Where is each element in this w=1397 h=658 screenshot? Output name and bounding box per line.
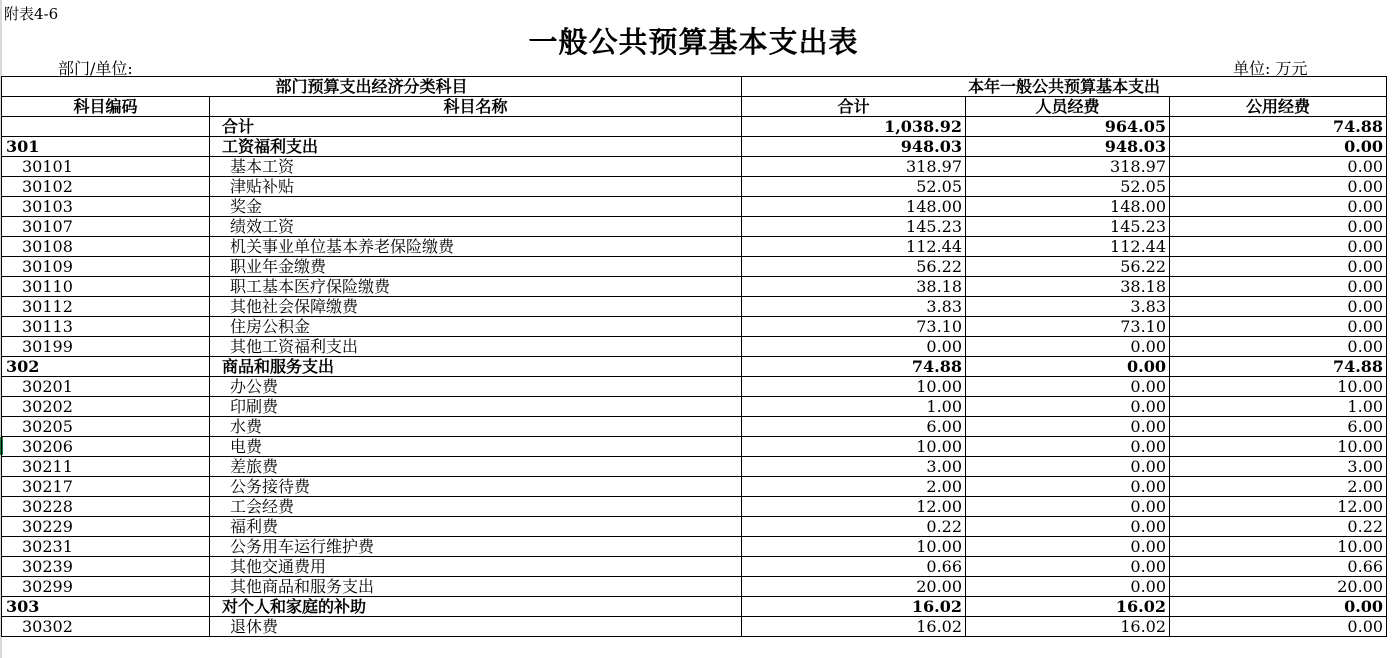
name-cell[interactable]: 奖金: [210, 197, 742, 217]
table-row[interactable]: [2, 377, 1387, 397]
table-row[interactable]: [2, 197, 1387, 217]
header-name: 科目名称: [210, 97, 742, 117]
personnel-cell[interactable]: 0.00: [966, 577, 1170, 597]
code-cell[interactable]: 30201: [2, 377, 210, 397]
public-cell[interactable]: 0.00: [1170, 597, 1387, 617]
table-row[interactable]: [2, 177, 1387, 197]
total-cell[interactable]: 948.03: [742, 137, 966, 157]
code-cell[interactable]: 30108: [2, 237, 210, 257]
personnel-cell[interactable]: 0.00: [966, 357, 1170, 377]
name-cell[interactable]: 电费: [210, 437, 742, 457]
code-cell[interactable]: 30199: [2, 337, 210, 357]
table-row[interactable]: [2, 457, 1387, 477]
name-cell[interactable]: 办公费: [210, 377, 742, 397]
public-cell[interactable]: 0.00: [1170, 177, 1387, 197]
public-cell[interactable]: 0.00: [1170, 157, 1387, 177]
table-row[interactable]: [2, 217, 1387, 237]
table-row[interactable]: [2, 517, 1387, 537]
table-row[interactable]: [2, 537, 1387, 557]
personnel-cell[interactable]: 56.22: [966, 257, 1170, 277]
personnel-cell[interactable]: 0.00: [966, 437, 1170, 457]
public-cell[interactable]: 10.00: [1170, 437, 1387, 457]
code-cell[interactable]: 30109: [2, 257, 210, 277]
total-cell[interactable]: 3.00: [742, 457, 966, 477]
name-cell[interactable]: 津贴补贴: [210, 177, 742, 197]
public-cell[interactable]: 74.88: [1170, 357, 1387, 377]
code-cell[interactable]: 30113: [2, 317, 210, 337]
total-cell[interactable]: 52.05: [742, 177, 966, 197]
total-cell[interactable]: 20.00: [742, 577, 966, 597]
name-cell[interactable]: 绩效工资: [210, 217, 742, 237]
personnel-cell[interactable]: 0.00: [966, 537, 1170, 557]
total-cell[interactable]: 0.22: [742, 517, 966, 537]
public-cell[interactable]: 0.22: [1170, 517, 1387, 537]
name-cell[interactable]: 对个人和家庭的补助: [210, 597, 742, 617]
code-cell[interactable]: 303: [2, 597, 210, 617]
public-cell[interactable]: 0.00: [1170, 337, 1387, 357]
name-cell[interactable]: 其他交通费用: [210, 557, 742, 577]
name-cell[interactable]: 公务用车运行维护费: [210, 537, 742, 557]
total-cell[interactable]: 0.00: [742, 337, 966, 357]
table-row[interactable]: [2, 257, 1387, 277]
public-cell[interactable]: 1.00: [1170, 397, 1387, 417]
code-cell[interactable]: 30205: [2, 417, 210, 437]
name-cell[interactable]: 工会经费: [210, 497, 742, 517]
public-cell[interactable]: 0.00: [1170, 317, 1387, 337]
code-cell[interactable]: 30107: [2, 217, 210, 237]
total-cell[interactable]: 56.22: [742, 257, 966, 277]
total-cell[interactable]: 145.23: [742, 217, 966, 237]
total-public-cell[interactable]: 74.88: [1170, 117, 1387, 137]
table-row[interactable]: [2, 497, 1387, 517]
total-name-cell[interactable]: 合计: [210, 117, 742, 137]
name-cell[interactable]: 公务接待费: [210, 477, 742, 497]
unit-label: 单位: 万元: [1233, 59, 1308, 78]
total-cell[interactable]: 2.00: [742, 477, 966, 497]
name-cell[interactable]: 福利费: [210, 517, 742, 537]
code-cell[interactable]: 30217: [2, 477, 210, 497]
total-cell[interactable]: 10.00: [742, 537, 966, 557]
table-row[interactable]: [2, 237, 1387, 257]
code-cell[interactable]: 30103: [2, 197, 210, 217]
personnel-cell[interactable]: 148.00: [966, 197, 1170, 217]
name-cell[interactable]: 水费: [210, 417, 742, 437]
total-cell[interactable]: 0.66: [742, 557, 966, 577]
code-cell[interactable]: 30110: [2, 277, 210, 297]
code-cell[interactable]: 30299: [2, 577, 210, 597]
total-personnel-cell[interactable]: 964.05: [966, 117, 1170, 137]
code-cell[interactable]: 30231: [2, 537, 210, 557]
public-cell[interactable]: 0.00: [1170, 617, 1387, 637]
public-cell[interactable]: 10.00: [1170, 377, 1387, 397]
public-cell[interactable]: 0.00: [1170, 197, 1387, 217]
public-cell[interactable]: 10.00: [1170, 537, 1387, 557]
public-cell[interactable]: 20.00: [1170, 577, 1387, 597]
public-cell[interactable]: 0.00: [1170, 277, 1387, 297]
public-cell[interactable]: 0.00: [1170, 217, 1387, 237]
code-cell[interactable]: 301: [2, 137, 210, 157]
public-cell[interactable]: 0.66: [1170, 557, 1387, 577]
total-cell[interactable]: 318.97: [742, 157, 966, 177]
code-cell[interactable]: 30112: [2, 297, 210, 317]
total-cell[interactable]: 3.83: [742, 297, 966, 317]
table-row[interactable]: [2, 317, 1387, 337]
personnel-cell[interactable]: 0.00: [966, 397, 1170, 417]
code-cell[interactable]: 30239: [2, 557, 210, 577]
name-cell[interactable]: 其他社会保障缴费: [210, 297, 742, 317]
header-row-1: [2, 77, 1387, 97]
table-row[interactable]: [2, 157, 1387, 177]
total-cell[interactable]: 73.10: [742, 317, 966, 337]
name-cell[interactable]: 商品和服务支出: [210, 357, 742, 377]
code-cell[interactable]: 30229: [2, 517, 210, 537]
header-personnel: 人员经费: [966, 97, 1170, 117]
personnel-cell[interactable]: 0.00: [966, 337, 1170, 357]
total-code-cell[interactable]: [2, 117, 210, 137]
personnel-cell[interactable]: 0.00: [966, 457, 1170, 477]
name-cell[interactable]: 其他商品和服务支出: [210, 577, 742, 597]
total-cell[interactable]: 74.88: [742, 357, 966, 377]
department-label: 部门/单位:: [58, 59, 133, 78]
total-total-cell[interactable]: 1,038.92: [742, 117, 966, 137]
public-cell[interactable]: 2.00: [1170, 477, 1387, 497]
table-row[interactable]: [2, 597, 1387, 617]
header-current-year: 本年一般公共预算基本支出: [742, 77, 1387, 97]
total-cell[interactable]: 38.18: [742, 277, 966, 297]
total-cell[interactable]: 148.00: [742, 197, 966, 217]
personnel-cell[interactable]: 38.18: [966, 277, 1170, 297]
header-classification: 部门预算支出经济分类科目: [2, 77, 742, 97]
name-cell[interactable]: 印刷费: [210, 397, 742, 417]
table-row[interactable]: [2, 357, 1387, 377]
code-cell[interactable]: 30302: [2, 617, 210, 637]
total-cell[interactable]: 6.00: [742, 417, 966, 437]
name-cell[interactable]: 基本工资: [210, 157, 742, 177]
name-cell[interactable]: 工资福利支出: [210, 137, 742, 157]
personnel-cell[interactable]: 0.00: [966, 417, 1170, 437]
code-cell[interactable]: 302: [2, 357, 210, 377]
table-row[interactable]: [2, 137, 1387, 157]
personnel-cell[interactable]: 112.44: [966, 237, 1170, 257]
public-cell[interactable]: 0.00: [1170, 237, 1387, 257]
personnel-cell[interactable]: 3.83: [966, 297, 1170, 317]
table-row[interactable]: [2, 617, 1387, 637]
public-cell[interactable]: 0.00: [1170, 297, 1387, 317]
personnel-cell[interactable]: 0.00: [966, 477, 1170, 497]
budget-table: [1, 76, 1387, 637]
personnel-cell[interactable]: 52.05: [966, 177, 1170, 197]
public-cell[interactable]: 3.00: [1170, 457, 1387, 477]
table-row[interactable]: [2, 337, 1387, 357]
table-row[interactable]: [2, 577, 1387, 597]
header-row-2: [2, 97, 1387, 117]
name-cell[interactable]: 机关事业单位基本养老保险缴费: [210, 237, 742, 257]
personnel-cell[interactable]: 0.00: [966, 557, 1170, 577]
total-cell[interactable]: 10.00: [742, 437, 966, 457]
public-cell[interactable]: 0.00: [1170, 257, 1387, 277]
total-cell[interactable]: 112.44: [742, 237, 966, 257]
name-cell[interactable]: 退休费: [210, 617, 742, 637]
page-title: 一般公共预算基本支出表: [528, 25, 859, 59]
public-cell[interactable]: 0.00: [1170, 137, 1387, 157]
table-row[interactable]: [2, 477, 1387, 497]
annex-label: 附表4-6: [4, 5, 59, 23]
personnel-cell[interactable]: 0.00: [966, 517, 1170, 537]
personnel-cell[interactable]: 16.02: [966, 617, 1170, 637]
code-cell[interactable]: 30102: [2, 177, 210, 197]
header-public: 公用经费: [1170, 97, 1387, 117]
code-cell[interactable]: 30101: [2, 157, 210, 177]
code-cell[interactable]: 30228: [2, 497, 210, 517]
total-cell[interactable]: 12.00: [742, 497, 966, 517]
name-cell[interactable]: 职业年金缴费: [210, 257, 742, 277]
table-row[interactable]: [2, 277, 1387, 297]
personnel-cell[interactable]: 73.10: [966, 317, 1170, 337]
code-cell[interactable]: 30211: [2, 457, 210, 477]
personnel-cell[interactable]: 0.00: [966, 377, 1170, 397]
code-cell[interactable]: 30202: [2, 397, 210, 417]
name-cell[interactable]: 职工基本医疗保险缴费: [210, 277, 742, 297]
table-row[interactable]: [2, 297, 1387, 317]
table-row[interactable]: [2, 397, 1387, 417]
table-row[interactable]: [2, 417, 1387, 437]
total-cell[interactable]: 16.02: [742, 597, 966, 617]
total-cell[interactable]: 1.00: [742, 397, 966, 417]
personnel-cell[interactable]: 948.03: [966, 137, 1170, 157]
public-cell[interactable]: 12.00: [1170, 497, 1387, 517]
personnel-cell[interactable]: 16.02: [966, 597, 1170, 617]
total-cell[interactable]: 10.00: [742, 377, 966, 397]
header-code: 科目编码: [2, 97, 210, 117]
table-row[interactable]: [2, 557, 1387, 577]
personnel-cell[interactable]: 318.97: [966, 157, 1170, 177]
table-row[interactable]: [2, 437, 1387, 457]
personnel-cell[interactable]: 145.23: [966, 217, 1170, 237]
header-total: 合计: [742, 97, 966, 117]
name-cell[interactable]: 差旅费: [210, 457, 742, 477]
code-cell[interactable]: 30206: [2, 437, 210, 457]
personnel-cell[interactable]: 0.00: [966, 497, 1170, 517]
total-cell[interactable]: 16.02: [742, 617, 966, 637]
name-cell[interactable]: 其他工资福利支出: [210, 337, 742, 357]
total-row[interactable]: [2, 117, 1387, 137]
public-cell[interactable]: 6.00: [1170, 417, 1387, 437]
name-cell[interactable]: 住房公积金: [210, 317, 742, 337]
